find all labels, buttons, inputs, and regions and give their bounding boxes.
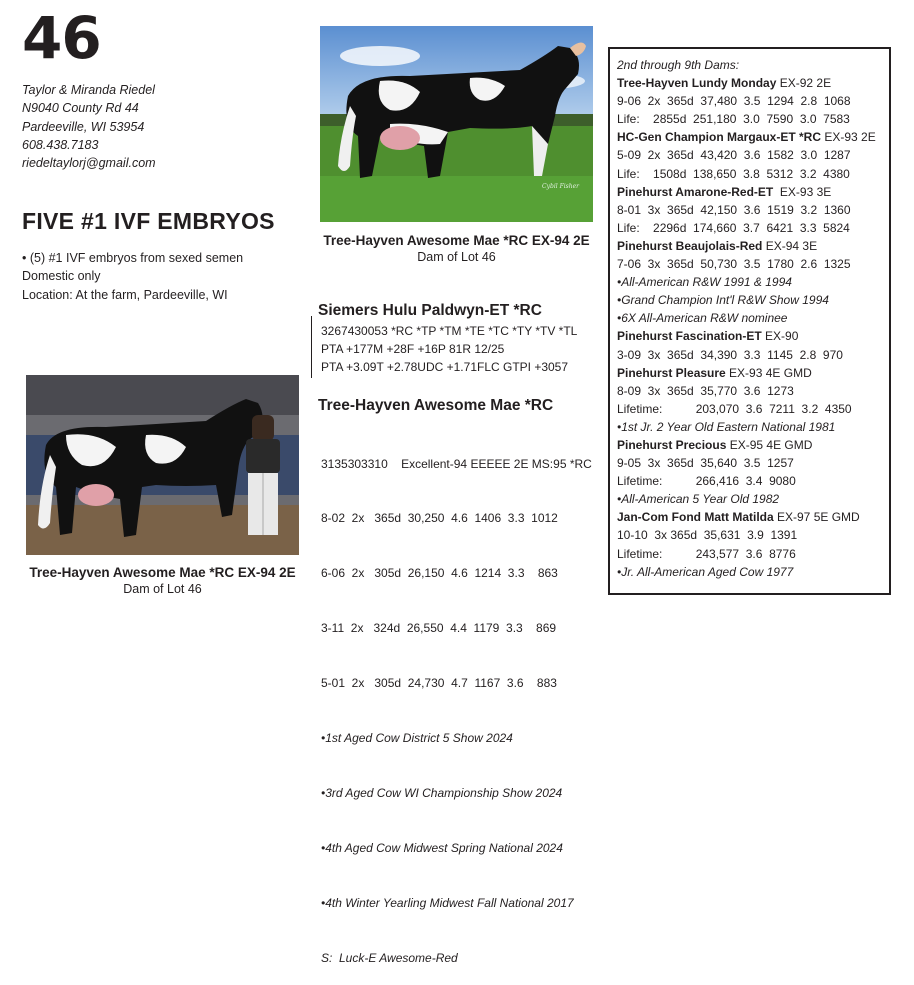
dam-honor: •4th Winter Yearling Midwest Fall National 2017 (321, 895, 574, 910)
consignor-name: Taylor & Miranda Riedel (22, 83, 155, 97)
dam-ancestor-name: Pinehurst Precious (617, 437, 727, 452)
dam-ancestor-record: Lifetime: 203,070 3.6 7211 3.2 4350 (617, 401, 852, 416)
cow-showring-image (26, 375, 299, 555)
dam-name: Tree-Hayven Awesome Mae *RC (318, 397, 554, 414)
dam-ancestor-record: 10-10 3x 365d 35,631 3.9 1391 (617, 528, 798, 543)
photo1-caption (300, 232, 613, 266)
dams-container (617, 74, 887, 581)
dam-info (321, 418, 592, 985)
dam-photo-showring (26, 375, 299, 555)
dam-ancestor-record: 7-06 3x 365d 50,730 3.5 1780 2.6 1325 (617, 257, 851, 272)
dam-ancestor-score: EX-93 2E (821, 130, 876, 145)
dam-ancestor-honor: •All-American 5 Year Old 1982 (617, 492, 780, 507)
dam-ancestor-name: Tree-Hayven Lundy Monday (617, 76, 777, 91)
dam-ancestor-header (617, 436, 887, 454)
dam-ancestor-record: 8-09 3x 365d 35,770 3.6 1273 (617, 383, 794, 398)
photo2-caption (6, 564, 319, 598)
dam-ancestor-record: Lifetime: 266,416 3.4 9080 (617, 474, 796, 489)
sire-line: PTA +3.09T +2.78UDC +1.71FLC GTPI +3057 (321, 360, 569, 374)
sale-description (22, 249, 243, 304)
dam-record: 5-01 2x 305d 24,730 4.7 1167 3.6 883 (321, 676, 557, 691)
photo-watermark: Cybil Fisher (542, 183, 580, 190)
dam-ancestor-record: 9-06 2x 365d 37,480 3.5 1294 2.8 1068 (617, 94, 851, 109)
consignor-address-2: Pardeeville, WI 53954 (22, 119, 145, 134)
dam-ancestor-record: Lifetime: 243,577 3.6 8776 (617, 546, 796, 561)
sale-title: FIVE #1 IVF EMBRYOS (22, 208, 275, 234)
dam-ancestor-record: 9-05 3x 365d 35,640 3.5 1257 (617, 456, 794, 471)
description-line: • (5) #1 IVF embryos from sexed semen (22, 251, 244, 265)
dam-ancestor-name: Jan-Com Fond Matt Matilda (617, 510, 774, 525)
consignor-contact (22, 81, 156, 172)
consignor-email: riedeltaylorj@gmail.com (22, 156, 156, 171)
photo1-caption-title: Tree-Hayven Awesome Mae *RC EX-94 2E (323, 233, 590, 248)
dam-record: 6-06 2x 305d 26,150 4.6 1214 3.3 863 (321, 566, 558, 581)
dam-ancestor-header (617, 237, 887, 255)
dam-ancestor-honor: •1st Jr. 2 Year Old Eastern National 1981 (617, 419, 836, 434)
dam-honor: •1st Aged Cow District 5 Show 2024 (321, 731, 513, 746)
dam-honor: •3rd Aged Cow WI Championship Show 2024 (321, 785, 563, 800)
dam-ancestor-header (617, 74, 887, 92)
dam-ancestor-name: Pinehurst Fascination-ET (617, 329, 762, 344)
sire-line: 3267430053 *RC *TP *TM *TE *TC *TY *TV *TL (321, 324, 578, 338)
dam-ancestor-record: Life: 2296d 174,660 3.7 6421 3.3 5824 (617, 220, 850, 235)
photo1-caption-sub: Dam of Lot 46 (417, 250, 496, 264)
photo2-caption-title: Tree-Hayven Awesome Mae *RC EX-94 2E (29, 565, 296, 580)
dam-ancestor-record: 5-09 2x 365d 43,420 3.6 1582 3.0 1287 (617, 148, 851, 163)
sire-line: PTA +177M +28F +16P 81R 12/25 (321, 342, 505, 356)
dam-ancestor-score: EX-97 5E GMD (773, 510, 860, 525)
consignor-phone: 608.438.7183 (22, 137, 99, 152)
sire-divider (311, 316, 312, 378)
dam-ancestor-score: EX-90 (761, 329, 799, 344)
dam-ancestor-header (617, 327, 887, 345)
consignor-address-1: N9040 County Rd 44 (22, 101, 139, 116)
dam-ancestor-honor: •6X All-American R&W nominee (617, 311, 788, 326)
dams-heading: 2nd through 9th Dams: (617, 58, 740, 72)
dam-record: 8-02 2x 365d 30,250 4.6 1406 3.3 1012 (321, 511, 558, 526)
dam-ancestor-name: Pinehurst Beaujolais-Red (617, 238, 763, 253)
dam-sire-line: S: Luck-E Awesome-Red (321, 950, 458, 965)
dam-ancestor-record: Life: 2855d 251,180 3.0 7590 3.0 7583 (617, 112, 850, 127)
dam-ancestor-header (617, 364, 887, 382)
dam-ancestor-score: EX-92 2E (776, 76, 832, 91)
dams-list (617, 56, 887, 581)
dam-ancestor-name: Pinehurst Pleasure (617, 365, 726, 380)
dam-ancestor-record: Life: 1508d 138,650 3.8 5312 3.2 4380 (617, 166, 850, 181)
description-line: Domestic only (22, 269, 101, 284)
description-line: Location: At the farm, Pardeeville, WI (22, 287, 228, 302)
dam-ancestor-score: EX-93 4E GMD (725, 365, 812, 380)
dam-id-line: 3135303310 Excellent-94 EEEEE 2E MS:95 *RC (321, 456, 592, 471)
dam-ancestor-record: 3-09 3x 365d 34,390 3.3 1145 2.8 970 (617, 347, 843, 362)
dam-ancestor-record: 8-01 3x 365d 42,150 3.6 1519 3.2 1360 (617, 202, 851, 217)
lot-number: 46 (22, 4, 101, 72)
dam-ancestor-score: EX-94 3E (762, 238, 818, 253)
dam-ancestor-name: HC-Gen Champion Margaux-ET *RC (617, 130, 822, 145)
photo2-caption-sub: Dam of Lot 46 (123, 582, 202, 596)
dam-ancestor-honor: •Grand Champion Int'l R&W Show 1994 (617, 293, 829, 308)
dam-ancestor-header (617, 128, 887, 146)
dam-ancestor-honor: •Jr. All-American Aged Cow 1977 (617, 564, 794, 579)
dam-honor: •4th Aged Cow Midwest Spring National 2024 (321, 840, 563, 855)
dam-record: 3-11 2x 324d 26,550 4.4 1179 3.3 869 (321, 621, 557, 636)
cow-pasture-image (320, 26, 593, 222)
dam-ancestor-score: EX-95 4E GMD (726, 437, 813, 452)
dam-ancestor-header (617, 183, 887, 201)
dam-photo-pasture (320, 26, 593, 222)
sire-name: Siemers Hulu Paldwyn-ET *RC (318, 302, 542, 319)
dam-ancestor-score: EX-93 3E (773, 184, 832, 199)
dam-ancestor-honor: •All-American R&W 1991 & 1994 (617, 275, 792, 290)
sire-info (321, 322, 577, 376)
dam-ancestor-header (617, 508, 887, 526)
dam-ancestor-name: Pinehurst Amarone-Red-ET (617, 184, 774, 199)
